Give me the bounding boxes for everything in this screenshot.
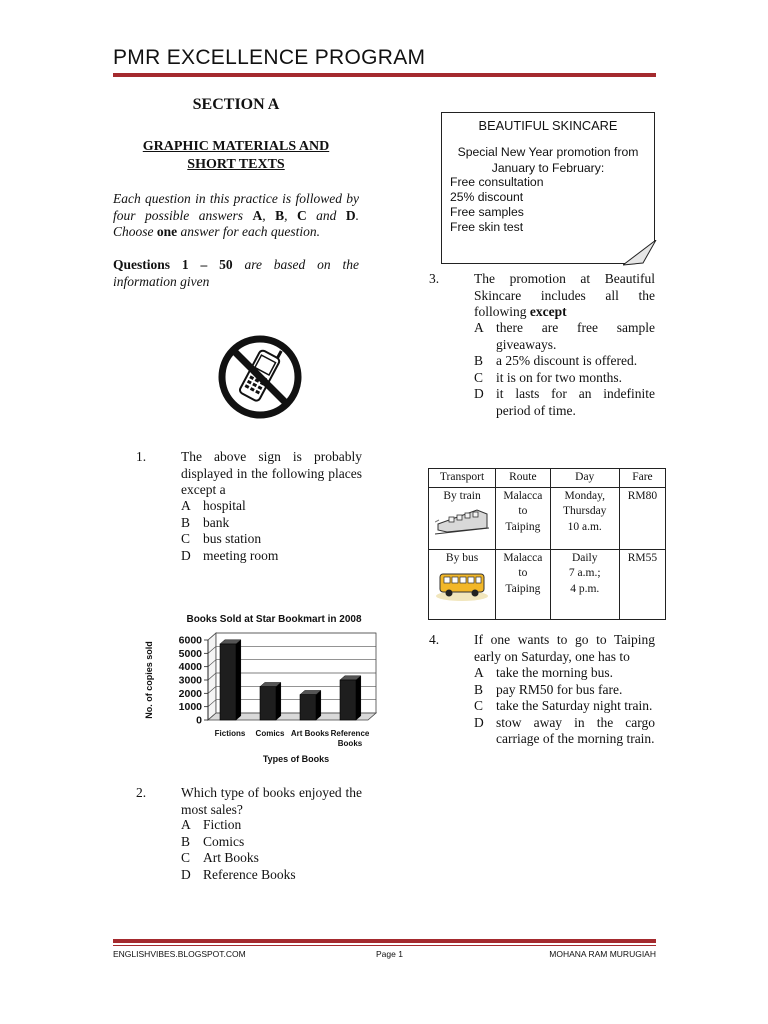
bar [260,687,276,720]
route-line: Taiping [505,582,541,595]
transport-label: By bus [445,551,479,564]
answer-option [474,698,655,715]
option-letter: B [474,681,484,697]
option-letter: C [181,531,191,546]
column-header: Route [496,469,551,488]
table-row [429,487,666,549]
subheading-line2: SHORT TEXTS [187,157,285,172]
promo-text: Special New Year promotion from January to February: [457,145,639,175]
x-tick-label: Reference [330,729,370,738]
instructions-text: answer for each question. [177,224,320,239]
page-curl-icon [623,240,657,267]
day-cell [550,487,619,549]
instructions-text: . Choose [113,207,360,239]
route-line: to [518,505,528,517]
column-header: Transport [429,469,496,488]
bar-side [356,676,361,720]
option-text: stow away in the cargo carriage of the morning train. [496,714,655,746]
answer-option [181,867,362,884]
header-rule [113,73,656,77]
option-letter: A [474,320,484,335]
option-text: a 25% discount is offered. [496,353,638,368]
transport-timetable [428,468,666,620]
instructions-emphasis: one [156,224,178,239]
page-title: PMR EXCELLENCE PROGRAM [113,46,426,69]
bar [300,695,316,720]
answer-option [474,682,655,699]
route-line: Taiping [505,520,541,533]
answer-letter-d: D [345,207,356,223]
option-text: take the morning bus. [496,665,613,680]
option-letter: A [181,817,191,832]
question-number: 3. [429,271,440,286]
x-tick-label: Fictions [214,729,246,738]
x-tick-label: Art Books [290,729,330,738]
answer-option [181,834,362,851]
bar [340,680,356,720]
instructions-and: and [306,207,346,223]
bar-chart [140,628,380,768]
day-cell [550,549,619,619]
footer-author: MOHANA RAM MURUGIAH [549,949,656,959]
answer-option [181,850,362,867]
x-axis-label: Types of Books [262,754,330,764]
answer-option [181,515,362,532]
y-tick-label: 2000 [178,687,202,700]
answer-option [181,498,362,515]
promo-item: Free skin test [450,220,524,234]
bar [220,644,236,720]
instructions-separator: , [284,207,297,223]
instructions-text: Each question in this practice is followed by four possible answers [113,191,359,223]
day-line: Thursday [563,505,607,517]
no-phone-sign-icon [217,334,303,420]
option-text: pay RM50 for bus fare. [496,681,623,697]
option-text: Fiction [203,817,242,832]
table-header-row [429,469,666,488]
option-letter: A [474,665,484,680]
questions-intro-text: are based on the information given [113,257,360,289]
option-letter: D [474,714,484,730]
promo-item: 25% discount [450,190,524,204]
question-stem [474,271,655,321]
y-tick-label: 6000 [178,634,202,647]
answer-option [181,817,362,834]
column-header: Fare [619,469,665,488]
question-stem: Which type of books enjoyed the most sales? [181,785,362,817]
footer-rule [113,939,656,943]
footer-rule-thin [113,945,656,946]
promo-list [450,175,544,235]
day-line: 7 a.m.; [568,567,601,579]
option-letter: D [181,866,191,882]
route-line: Malacca [503,489,543,502]
answer-letter-a: A [252,207,263,223]
question-number: 4. [429,632,440,647]
subheading-line1: GRAPHIC MATERIALS AND [142,139,330,154]
day-line: 4 p.m. [570,582,600,595]
section-subheading [113,138,359,174]
option-letter: D [181,547,191,563]
x-tick-label: Books [337,739,363,748]
option-text: meeting room [203,547,279,563]
footer-page-number: Page 1 [376,949,403,959]
fare-cell: RM80 [619,487,665,549]
column-header: Day [550,469,619,488]
option-text: Art Books [203,850,259,865]
train-icon [435,504,489,536]
answer-letter-c: C [296,207,307,223]
section-heading: SECTION A [192,96,280,113]
option-text: bus station [203,531,262,546]
option-letter: B [474,353,484,368]
option-text: hospital [203,498,246,513]
bus-icon [435,566,489,602]
answer-letter-b: B [275,207,285,223]
y-tick-label: 5000 [178,647,202,660]
chart-title: Books Sold at Star Bookmart in 2008 [186,614,362,625]
transport-cell [429,549,496,619]
answer-option [474,665,655,682]
bar-side [316,690,321,720]
option-text: Reference Books [203,866,296,882]
questions-range: Questions 1 – 50 [113,257,233,272]
transport-label: By train [443,489,481,502]
option-text: there are free sample giveaways. [496,320,655,352]
table-row [429,549,666,619]
y-tick-label: 4000 [178,661,202,674]
answer-option [181,531,362,548]
answer-option [181,548,362,565]
option-letter: B [181,514,191,530]
answer-option [474,370,655,387]
answer-option [474,386,655,419]
day-line: Daily [571,551,598,564]
option-text: bank [203,514,230,530]
option-letter: A [181,498,191,513]
question-stem: If one wants to go to Taiping early on Saturday, one has to [474,632,655,664]
instructions [113,191,359,241]
question-stem-emphasis: except [529,304,567,319]
y-tick-label: 0 [196,714,202,727]
promo-title: BEAUTIFUL SKINCARE [478,118,618,133]
answer-option [474,715,655,748]
day-line: 10 a.m. [567,520,602,533]
option-letter: D [474,386,484,401]
route-cell [496,549,551,619]
footer-site: ENGLISHVIBES.BLOGSPOT.COM [113,949,246,959]
transport-cell [429,487,496,549]
question-stem: The above sign is probably displayed in the following places except a [181,449,362,497]
promo-item: Free samples [450,205,524,219]
y-tick-label: 1000 [178,701,202,714]
question-number: 1. [136,449,147,464]
route-cell [496,487,551,549]
option-letter: C [181,850,191,865]
option-letter: C [474,369,484,385]
option-text: it is on for two months. [496,369,623,385]
answer-option [474,353,655,370]
instructions-separator: , [262,207,276,223]
option-text: it lasts for an indefinite period of time. [496,386,655,418]
questions-intro [113,257,359,290]
route-line: to [518,567,528,579]
promo-item: Free consultation [450,175,544,189]
day-line: Monday, [564,489,605,502]
option-text: take the Saturday night train. [496,698,653,713]
question-number: 2. [136,785,147,800]
option-letter: C [474,698,484,713]
bar-side [236,640,241,720]
fare-cell: RM55 [619,549,665,619]
option-letter: B [181,833,191,849]
option-text: Comics [203,833,245,849]
answer-option [474,320,655,353]
x-tick-label: Comics [255,729,285,738]
question-stem-text: The promotion at Beautiful Skincare includes all the following [474,271,655,319]
bar-side [276,682,281,720]
y-axis-label: No. of copies sold [144,641,154,719]
route-line: Malacca [503,551,543,564]
y-tick-label: 3000 [178,674,202,687]
